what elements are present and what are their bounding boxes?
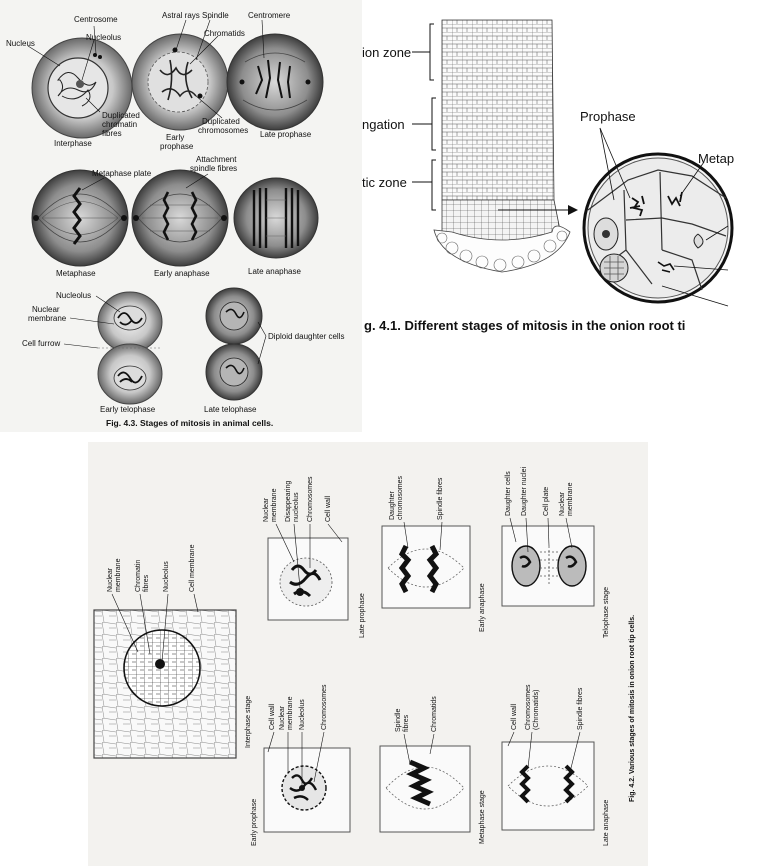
p-label-m-spindle-1: Spindle [395, 708, 402, 732]
label-cell-furrow: Cell furrow [22, 339, 61, 348]
p-label-la-chromo-1: Chromosomes [525, 684, 532, 730]
stage-late-telophase: Late telophase [204, 405, 257, 414]
label-centrosome: Centrosome [74, 15, 118, 24]
label-chromatids: Chromatids [204, 29, 245, 38]
p-stage-late-anaphase: Late anaphase [603, 799, 610, 846]
p-label-ep-nuc-mem-1: Nuclear [279, 705, 286, 730]
early-prophase-cell [132, 34, 228, 130]
p-label-t-daughter-cells: Daughter cells [505, 471, 512, 516]
stage-interphase: Interphase [54, 139, 92, 148]
p-label-ep-chromosomes: Chromosomes [321, 684, 328, 730]
p-label-m-chromatids: Chromatids [431, 696, 438, 732]
p-label-lp-nuc-mem-2: membrane [271, 488, 278, 522]
p-label-t-daughter-nuclei: Daughter nuclei [521, 466, 528, 516]
p-stage-early-prophase: Early prophase [251, 798, 258, 846]
p-label-m-spindle-2: fibres [403, 714, 410, 732]
plant-interphase-cell [94, 610, 236, 758]
animal-mitosis-diagram [0, 0, 362, 432]
zone-division: ion zone [362, 45, 412, 60]
plant-early-prophase-cell [264, 748, 350, 832]
metaphase-cell [32, 170, 128, 266]
plant-mitosis-diagram [88, 442, 648, 866]
label-nuc-mem-1: Nuclear [32, 305, 60, 314]
stage-late-prophase: Late prophase [260, 130, 312, 139]
onion-caption: g. 4.1. Different stages of mitosis in the onion root ti [364, 318, 686, 333]
label-centromere: Centromere [248, 11, 291, 20]
label-dup-chromo-2: chromosomes [198, 126, 249, 135]
root-tip [434, 20, 570, 272]
early-anaphase-cell [132, 170, 228, 266]
p-label-t-nuc-mem-2: membrane [567, 482, 574, 516]
p-stage-late-prophase: Late prophase [359, 593, 366, 638]
p-label-ea-daughter-2: chromosomes [397, 476, 404, 520]
label-prophase: Prophase [580, 109, 636, 124]
early-telophase-cell [98, 292, 162, 404]
p-stage-telophase: Telophase stage [603, 587, 610, 638]
p-label-lp-disap-1: Disappearing [285, 480, 292, 522]
p-label-cell-membrane: Cell membrane [189, 544, 196, 592]
p-label-chromatin-2: fibres [143, 574, 150, 592]
p-stage-interphase: Interphase stage [245, 695, 252, 748]
plant-early-anaphase-cell [382, 526, 470, 608]
plant-caption: Fig. 4.2. Various stages of mitosis in onion root tip cells. [629, 614, 636, 802]
stage-metaphase: Metaphase [56, 269, 96, 278]
p-label-ea-daughter-1: Daughter [389, 491, 396, 520]
label-dup-chromo-1: Duplicated [202, 117, 240, 126]
p-label-la-spindle: Spindle fibres [577, 687, 584, 730]
label-diploid: Diploid daughter cells [268, 332, 345, 341]
label-dup-fibres-3: fibres [102, 129, 122, 138]
p-label-ep-nucleolus: Nucleolus [299, 699, 306, 730]
p-label-ea-spindle: Spindle fibres [437, 477, 444, 520]
animal-caption: Fig. 4.3. Stages of mitosis in animal cells. [106, 418, 274, 428]
zone-brackets [412, 24, 436, 210]
plant-late-anaphase-cell [502, 742, 594, 830]
p-label-ep-nuc-mem-2: membrane [287, 696, 294, 730]
p-label-lp-cell-wall: Cell wall [325, 495, 332, 522]
p-label-t-cell-plate: Cell plate [543, 486, 550, 516]
p-label-la-cell-wall: Cell wall [511, 703, 518, 730]
zone-meristematic: tic zone [362, 175, 407, 190]
plant-telophase-cell [502, 526, 594, 606]
label-astral-rays: Astral rays [162, 11, 200, 20]
p-label-lp-nuc-mem-1: Nuclear [263, 497, 270, 522]
magnified-cells [584, 154, 732, 302]
late-telophase-cell [206, 288, 262, 400]
p-label-la-chromo-2: (Chromatids) [533, 689, 540, 730]
label-dup-fibres-1: Duplicated [102, 111, 140, 120]
p-label-nuc-mem-1: Nuclear [107, 567, 114, 592]
late-anaphase-cell [234, 178, 318, 258]
stage-early-anaphase: Early anaphase [154, 269, 210, 278]
label-nucleolus-2: Nucleolus [56, 291, 92, 300]
label-metaphase-plate: Metaphase plate [92, 169, 152, 178]
plant-late-prophase-cell [268, 538, 348, 620]
plant-metaphase-cell [380, 746, 470, 832]
plant-mitosis-panel [88, 442, 648, 866]
onion-root-diagram [362, 0, 768, 345]
p-label-t-nuc-mem-1: Nuclear [559, 491, 566, 516]
p-label-chromatin-1: Chromatin [135, 559, 142, 592]
late-prophase-cell [227, 34, 323, 130]
label-attachment-2: spindle fibres [190, 164, 238, 173]
label-spindle: Spindle [202, 11, 229, 20]
onion-root-panel [362, 0, 768, 345]
p-label-nucleolus: Nucleolus [163, 561, 170, 592]
p-label-nuc-mem-2: membrane [115, 558, 122, 592]
stage-late-anaphase: Late anaphase [248, 267, 301, 276]
label-nuc-mem-2: membrane [28, 314, 67, 323]
label-metaphase: Metap [698, 151, 735, 166]
p-label-ep-cell-wall: Cell wall [269, 703, 276, 730]
stage-early-telophase: Early telophase [100, 405, 156, 414]
label-attachment-1: Attachment [196, 155, 237, 164]
p-label-lp-chromosomes: Chromosomes [307, 476, 314, 522]
label-nucleolus: Nucleolus [86, 33, 122, 42]
stage-early-prophase-2: prophase [160, 142, 194, 151]
label-dup-fibres-2: chromatin [102, 120, 138, 129]
p-stage-metaphase: Metaphase stage [479, 790, 486, 844]
p-label-lp-disap-2: nucleolus [293, 492, 300, 522]
arrow-head-icon [568, 205, 578, 215]
label-nucleus: Nucleus [6, 39, 35, 48]
zone-elongation: ngation [362, 117, 405, 132]
animal-mitosis-panel [0, 0, 362, 432]
stage-early-prophase-1: Early [166, 133, 185, 142]
p-stage-early-anaphase: Early anaphase [479, 583, 486, 632]
